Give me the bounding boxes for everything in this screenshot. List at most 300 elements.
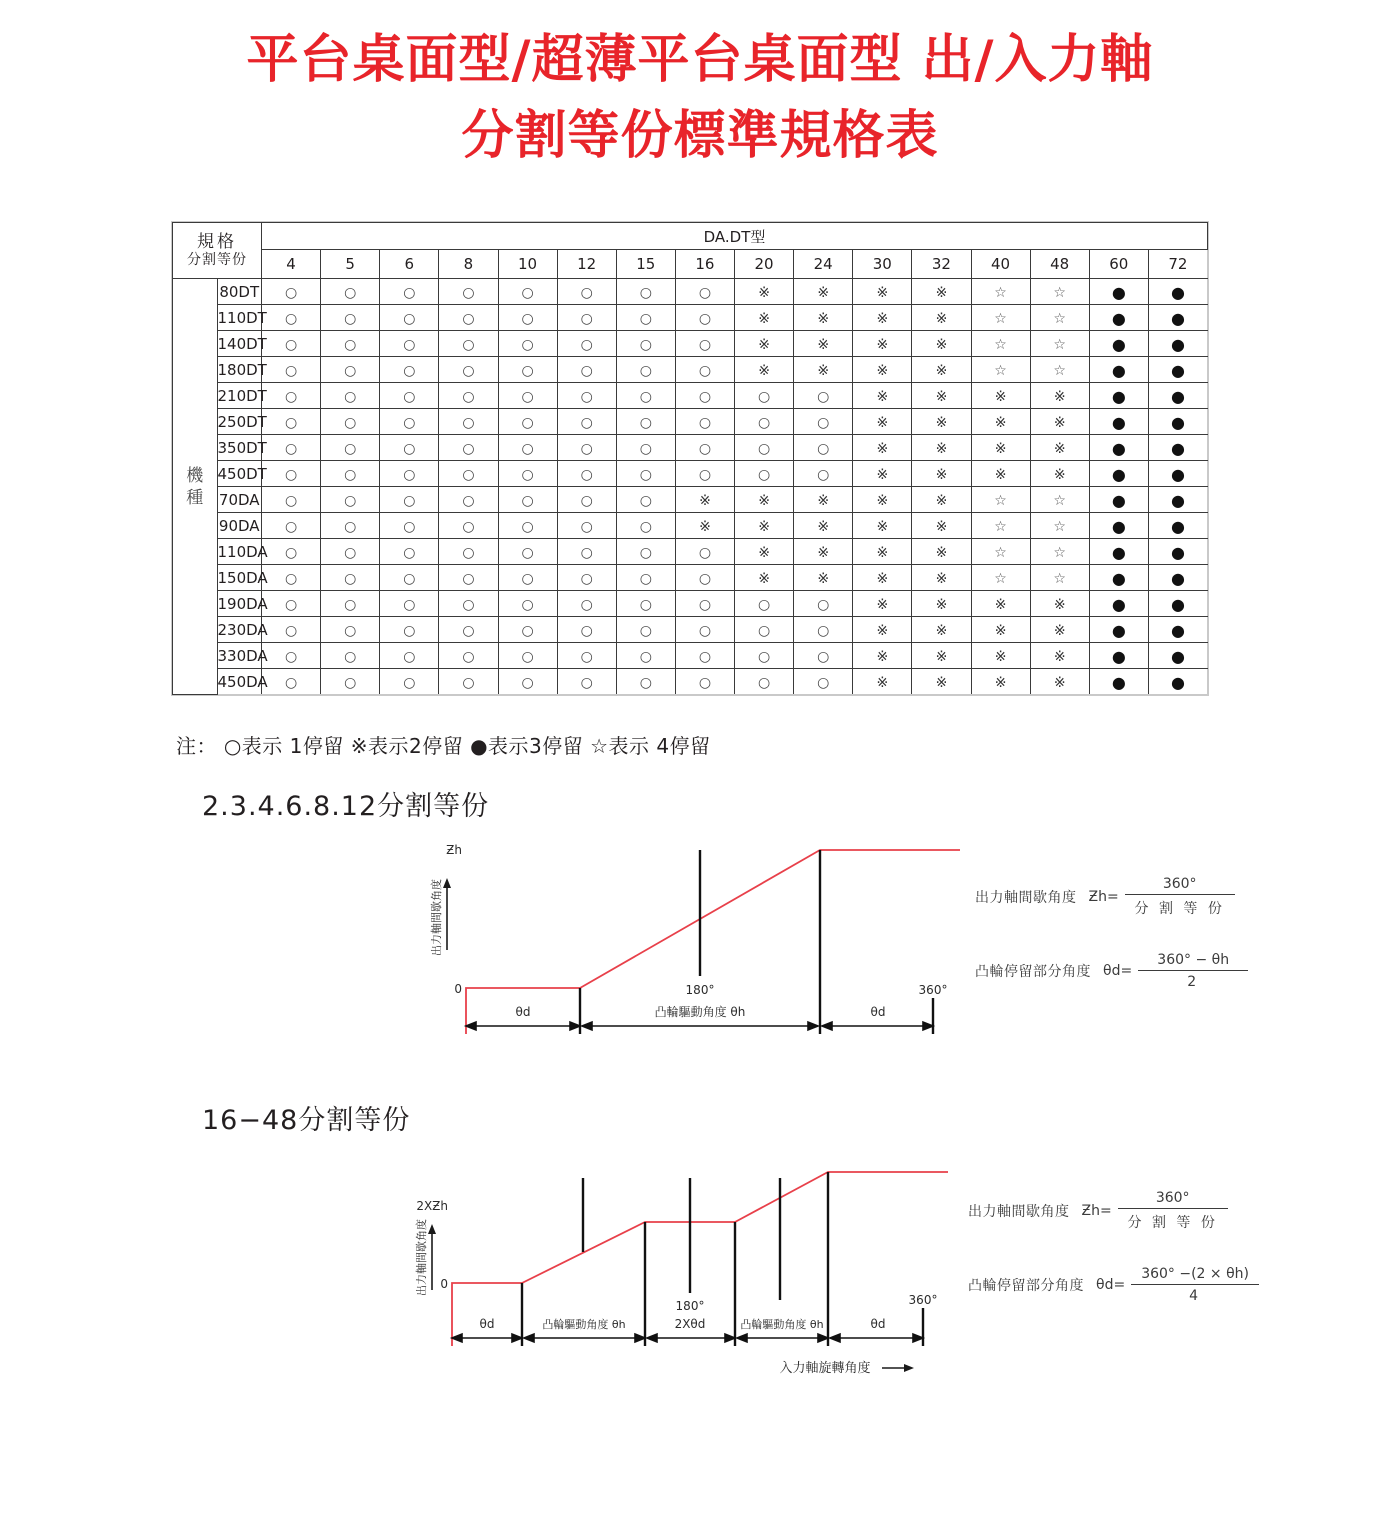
mark-symbol: ● [1111,542,1126,562]
table-cell-450DT-72 [1148,461,1207,487]
table-row [173,409,1208,435]
formula-2-2-symbol: θd= [1096,1277,1126,1293]
table-cell-180DT-30 [853,357,912,383]
table-cell-230DA-30 [853,617,912,643]
table-cell-350DT-15 [616,435,675,461]
table-row-model-label: 140DT [217,331,262,357]
table-cell-330DA-30 [853,643,912,669]
table-cell-210DT-20 [735,383,794,409]
table-cell-450DT-60 [1089,461,1148,487]
mark-symbol: ○ [284,648,298,665]
table-row [173,643,1208,669]
table-cell-350DT-12 [557,435,616,461]
table-cell-350DT-30 [853,435,912,461]
mark-symbol: ● [1170,620,1185,640]
mark-symbol: ※ [817,518,830,535]
mark-symbol: ○ [580,440,593,457]
table-cell-180DT-72 [1148,357,1207,383]
table-cell-250DT-20 [735,409,794,435]
mark-symbol: ○ [403,362,416,379]
mark-symbol: ○ [639,492,652,509]
division-spec-table [172,222,1208,695]
table-cell-150DA-10 [498,565,557,591]
table-column-header-60: 60 [1089,250,1148,279]
table-cell-150DA-48 [1030,565,1089,591]
formula-1-1-label: 出力軸間歇角度 [975,890,1077,906]
table-cell-230DA-20 [735,617,794,643]
table-row [173,357,1208,383]
mark-symbol: ○ [284,362,298,379]
mark-symbol: ○ [344,596,357,613]
mark-symbol: ● [1111,386,1126,406]
table-row [173,331,1208,357]
table-column-header-8: 8 [439,250,498,279]
corner-label-spec: 規格 [197,231,237,252]
table-row-model-label: 330DA [217,643,262,669]
table-cell-190DA-40 [971,591,1030,617]
page-title-line-2: 分割等份標準規格表 [461,106,939,166]
table-cell-210DT-48 [1030,383,1089,409]
table-cell-190DA-5 [321,591,380,617]
table-cell-450DA-8 [439,669,498,695]
table-cell-150DA-6 [380,565,439,591]
table-cell-80DT-6 [380,279,439,305]
mark-symbol: ☆ [1053,362,1066,379]
table-cell-450DA-48 [1030,669,1089,695]
table-cell-350DT-16 [675,435,734,461]
mark-symbol: ※ [1053,414,1066,431]
table-cell-80DT-4 [262,279,321,305]
mark-symbol: ● [1111,490,1126,510]
table-cell-80DT-20 [735,279,794,305]
mark-symbol: ○ [521,388,534,405]
mark-symbol: ○ [521,362,534,379]
table-cell-350DT-20 [735,435,794,461]
table-cell-70DA-10 [498,487,557,513]
table-cell-230DA-15 [616,617,675,643]
formula-block-2 [968,1190,1259,1338]
table-column-header-10: 10 [498,250,557,279]
mark-symbol: ☆ [1053,492,1066,509]
mark-symbol: ○ [403,388,416,405]
table-row-model-label: 350DT [217,435,262,461]
mark-symbol: ※ [935,492,948,509]
mark-symbol: ○ [344,362,357,379]
spec-table-container [172,222,1208,695]
mark-symbol: ○ [580,310,593,327]
mark-symbol: ● [1111,620,1126,640]
section-1-heading: 2.3.4.6.8.12分割等份 [202,791,490,822]
mark-symbol: ● [1170,464,1185,484]
table-cell-330DA-15 [616,643,675,669]
table-cell-180DT-60 [1089,357,1148,383]
table-row-model-label: 110DA [217,539,262,565]
table-body [173,279,1208,695]
table-cell-230DA-24 [794,617,853,643]
mark-symbol: ○ [698,440,712,457]
table-cell-210DT-12 [557,383,616,409]
mark-symbol: ※ [876,570,889,587]
table-cell-450DA-12 [557,669,616,695]
mark-symbol: ☆ [1053,284,1066,301]
mark-symbol: ※ [699,492,711,509]
table-cell-110DA-30 [853,539,912,565]
mark-symbol: ● [1170,516,1185,536]
table-cell-70DA-12 [557,487,616,513]
table-cell-90DA-10 [498,513,557,539]
table-cell-450DT-6 [380,461,439,487]
table-cell-110DA-12 [557,539,616,565]
mark-symbol: ※ [994,648,1007,665]
table-header-row-columns [173,250,1208,279]
mark-symbol: ※ [758,362,770,379]
table-cell-110DT-4 [262,305,321,331]
mark-symbol: ○ [462,284,475,301]
table-cell-330DA-60 [1089,643,1148,669]
table-cell-90DA-4 [262,513,321,539]
formula-1-1 [975,876,1248,918]
table-row-model-label: 90DA [217,513,262,539]
mark-symbol: ○ [639,674,652,691]
mark-symbol: ○ [462,544,475,561]
mark-symbol: ※ [935,310,948,327]
table-cell-190DA-20 [735,591,794,617]
diagram1-y-axis-arrow [443,878,451,950]
table-cell-250DT-48 [1030,409,1089,435]
table-cell-80DT-5 [321,279,380,305]
table-cell-210DT-40 [971,383,1030,409]
mark-symbol: ○ [403,414,416,431]
table-cell-90DA-5 [321,513,380,539]
table-cell-180DT-32 [912,357,971,383]
table-cell-180DT-40 [971,357,1030,383]
table-cell-450DT-8 [439,461,498,487]
table-cell-150DA-40 [971,565,1030,591]
mark-symbol: ○ [580,518,593,535]
mark-symbol: ○ [817,674,830,691]
table-cell-80DT-10 [498,279,557,305]
table-column-header-20: 20 [735,250,794,279]
mark-symbol: ○ [403,596,416,613]
table-cell-110DT-72 [1148,305,1207,331]
table-cell-350DT-10 [498,435,557,461]
table-cell-350DT-40 [971,435,1030,461]
table-cell-210DT-60 [1089,383,1148,409]
row-group-label-machine-type: 機 種 [173,279,218,695]
table-cell-210DT-24 [794,383,853,409]
mark-symbol: ● [1170,568,1185,588]
table-cell-450DA-24 [794,669,853,695]
diagram2-y-axis-label: 出力軸間歇角度 [415,1219,428,1296]
mark-symbol: ※ [758,492,770,509]
table-cell-450DA-40 [971,669,1030,695]
mark-symbol: ※ [758,284,770,301]
table-cell-190DA-30 [853,591,912,617]
table-cell-80DT-72 [1148,279,1207,305]
table-cell-190DA-24 [794,591,853,617]
mark-symbol: ○ [462,466,475,483]
table-cell-210DT-30 [853,383,912,409]
formula-2-1 [968,1190,1259,1232]
mark-symbol: ● [1111,646,1126,666]
table-cell-190DA-8 [439,591,498,617]
formula-1-2-denominator: 2 [1187,974,1200,990]
table-cell-70DA-15 [616,487,675,513]
table-row [173,565,1208,591]
table-corner-header [173,223,262,279]
mark-symbol: ※ [935,596,948,613]
formula-2-1-numerator: 360° [1118,1190,1228,1209]
table-cell-70DA-5 [321,487,380,513]
mark-symbol: ○ [462,596,475,613]
table-cell-90DA-32 [912,513,971,539]
table-cell-190DA-60 [1089,591,1148,617]
table-cell-450DT-5 [321,461,380,487]
mark-symbol: ○ [521,284,534,301]
table-cell-330DA-72 [1148,643,1207,669]
mark-symbol: ○ [462,440,475,457]
mark-symbol: ○ [462,648,475,665]
mark-symbol: ○ [757,648,771,665]
mark-symbol: ※ [876,622,889,639]
mark-symbol: ○ [521,310,534,327]
mark-symbol: ○ [521,414,534,431]
mark-symbol: ※ [935,648,948,665]
table-cell-150DA-60 [1089,565,1148,591]
mark-symbol: ※ [758,336,770,353]
mark-symbol: ○ [344,284,357,301]
table-row-model-label: 450DT [217,461,262,487]
mark-symbol: ※ [935,518,948,535]
diagram1-y-top-tick: Ƶh [446,843,462,857]
table-cell-140DT-5 [321,331,380,357]
table-cell-330DA-4 [262,643,321,669]
mark-symbol: ● [1111,516,1126,536]
mark-symbol: ○ [462,622,475,639]
mark-symbol: ※ [1053,648,1066,665]
table-cell-180DT-20 [735,357,794,383]
mark-symbol: ● [1111,438,1126,458]
table-column-header-16: 16 [675,250,734,279]
mark-symbol: ○ [639,440,652,457]
mark-symbol: ○ [462,362,475,379]
mark-symbol: ※ [935,570,948,587]
table-column-header-32: 32 [912,250,971,279]
mark-symbol: ※ [758,518,770,535]
mark-symbol: ※ [935,388,948,405]
mark-symbol: ○ [698,466,712,483]
table-cell-70DA-16 [675,487,734,513]
table-cell-450DA-32 [912,669,971,695]
table-cell-150DA-16 [675,565,734,591]
table-cell-230DA-40 [971,617,1030,643]
table-cell-450DA-4 [262,669,321,695]
mark-symbol: ○ [284,310,298,327]
table-cell-330DA-24 [794,643,853,669]
diagram2-segment-label-2: 凸輪驅動角度 θh [542,1318,626,1331]
table-cell-140DT-40 [971,331,1030,357]
mark-symbol: ○ [403,674,416,691]
table-cell-80DT-12 [557,279,616,305]
table-cell-90DA-12 [557,513,616,539]
table-cell-450DA-5 [321,669,380,695]
mark-symbol: ※ [876,648,889,665]
table-cell-90DA-15 [616,513,675,539]
mark-symbol: ※ [876,362,889,379]
diagram1-x-end-tick: 360° [918,983,948,997]
mark-symbol: ○ [580,336,593,353]
mark-symbol: ※ [817,544,830,561]
mark-symbol: ※ [699,518,711,535]
mark-symbol: ※ [935,414,948,431]
mark-symbol: ※ [876,674,889,691]
table-cell-90DA-60 [1089,513,1148,539]
table-cell-350DT-6 [380,435,439,461]
table-cell-180DT-5 [321,357,380,383]
mark-symbol: ○ [580,544,593,561]
mark-symbol: ○ [284,674,298,691]
table-row-model-label: 450DA [217,669,262,695]
mark-symbol: ○ [639,414,652,431]
diagram1-y-axis-label: 出力軸間歇角度 [430,879,443,956]
table-cell-450DA-6 [380,669,439,695]
table-cell-210DT-4 [262,383,321,409]
table-cell-90DA-6 [380,513,439,539]
diagram1-segment-label-1: θd [515,1005,531,1019]
table-cell-350DT-32 [912,435,971,461]
mark-symbol: ○ [698,622,712,639]
table-cell-150DA-12 [557,565,616,591]
mark-symbol: ○ [698,674,712,691]
mark-symbol: ※ [817,492,830,509]
diagram2-x-end-tick: 360° [908,1293,938,1307]
mark-symbol: ○ [580,362,593,379]
mark-symbol: ○ [344,570,357,587]
table-cell-70DA-6 [380,487,439,513]
table-cell-80DT-15 [616,279,675,305]
mark-symbol: ※ [994,440,1007,457]
table-cell-180DT-10 [498,357,557,383]
table-row-model-label: 110DT [217,305,262,331]
table-cell-150DA-24 [794,565,853,591]
table-cell-110DT-48 [1030,305,1089,331]
mark-symbol: ○ [462,674,475,691]
mark-symbol: ○ [817,648,830,665]
table-cell-70DA-20 [735,487,794,513]
diagram2-segment-label-4: 凸輪驅動角度 θh [740,1318,824,1331]
formula-2-1-denominator: 分 割 等 份 [1127,1215,1218,1231]
table-cell-110DT-10 [498,305,557,331]
table-cell-90DA-72 [1148,513,1207,539]
table-column-header-48: 48 [1030,250,1089,279]
mark-symbol: ※ [1053,622,1066,639]
mark-symbol: ○ [521,336,534,353]
mark-symbol: ☆ [994,570,1007,587]
table-row-model-label: 150DA [217,565,262,591]
table-cell-90DA-20 [735,513,794,539]
table-cell-330DA-12 [557,643,616,669]
table-cell-250DT-10 [498,409,557,435]
table-cell-450DT-24 [794,461,853,487]
table-cell-330DA-8 [439,643,498,669]
table-cell-80DT-16 [675,279,734,305]
table-cell-250DT-12 [557,409,616,435]
table-cell-210DT-5 [321,383,380,409]
table-cell-110DA-8 [439,539,498,565]
table-cell-450DA-30 [853,669,912,695]
mark-symbol: ○ [521,648,534,665]
table-cell-350DT-8 [439,435,498,461]
mark-symbol: ○ [639,362,652,379]
mark-symbol: ● [1111,594,1126,614]
corner-label-division: 分割等份 [187,252,247,269]
mark-symbol: ● [1170,282,1185,302]
mark-symbol: ※ [994,674,1007,691]
table-cell-250DT-4 [262,409,321,435]
mark-symbol: ※ [876,336,889,353]
table-row [173,617,1208,643]
table-cell-450DT-40 [971,461,1030,487]
table-cell-450DT-10 [498,461,557,487]
mark-symbol: ● [1111,672,1126,692]
mark-symbol: ○ [462,414,475,431]
mark-symbol: ● [1170,672,1185,692]
table-cell-90DA-24 [794,513,853,539]
mark-symbol: ● [1170,438,1185,458]
mark-symbol: ○ [639,336,652,353]
mark-symbol: ○ [284,336,298,353]
table-cell-450DT-20 [735,461,794,487]
table-cell-350DT-60 [1089,435,1148,461]
table-cell-90DA-48 [1030,513,1089,539]
mark-symbol: ○ [284,570,298,587]
diagram2-segment-label-1: θd [479,1317,495,1331]
mark-symbol: ○ [462,336,475,353]
mark-symbol: ○ [403,492,416,509]
table-cell-180DT-8 [439,357,498,383]
mark-symbol: ※ [935,466,948,483]
mark-symbol: ○ [580,284,593,301]
table-type-header: DA.DT型 [262,223,1208,250]
formula-1-2-numerator: 360° − θh [1138,952,1248,971]
mark-symbol: ○ [757,622,771,639]
table-row-model-label: 80DT [217,279,262,305]
table-cell-190DA-10 [498,591,557,617]
table-cell-140DT-48 [1030,331,1089,357]
table-cell-80DT-8 [439,279,498,305]
table-cell-180DT-12 [557,357,616,383]
mark-symbol: ○ [639,622,652,639]
table-cell-450DT-48 [1030,461,1089,487]
mark-symbol: ○ [639,570,652,587]
mark-symbol: ○ [639,388,652,405]
mark-symbol: ※ [876,440,889,457]
table-row-model-label: 190DA [217,591,262,617]
table-row [173,435,1208,461]
table-cell-450DT-16 [675,461,734,487]
mark-symbol: ☆ [994,362,1007,379]
table-cell-230DA-6 [380,617,439,643]
mark-symbol: ○ [403,440,416,457]
mark-symbol: ※ [1053,440,1066,457]
table-cell-250DT-6 [380,409,439,435]
mark-symbol: ☆ [994,492,1007,509]
table-row [173,539,1208,565]
table-cell-350DT-72 [1148,435,1207,461]
table-cell-110DA-72 [1148,539,1207,565]
table-cell-190DA-16 [675,591,734,617]
page-title [0,22,1400,174]
